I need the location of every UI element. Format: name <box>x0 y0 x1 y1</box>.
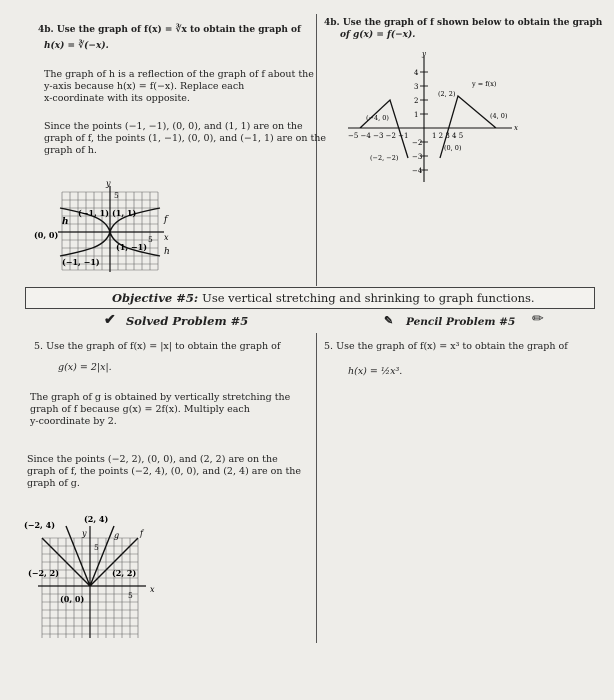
right-5-heading: 5. Use the graph of f(x) = x³ to obtain the graph of <box>324 341 568 352</box>
solved-problem-heading: Solved Problem #5 <box>126 314 249 328</box>
pencil-problem-heading: Pencil Problem #5 <box>406 316 516 328</box>
svg-text:2: 2 <box>414 97 419 105</box>
svg-text:y: y <box>422 50 426 58</box>
svg-text:5: 5 <box>148 235 153 244</box>
left-5-p2-line3: graph of g. <box>27 478 80 489</box>
svg-text:y: y <box>82 529 87 538</box>
svg-text:3: 3 <box>414 83 419 91</box>
column-divider-top <box>316 14 317 286</box>
svg-text:(−4, 0): (−4, 0) <box>366 114 389 122</box>
svg-text:1: 1 <box>414 111 419 119</box>
right-5-heading-2: h(x) = ½x³. <box>348 366 403 377</box>
svg-text:(1, 1): (1, 1) <box>112 208 137 218</box>
right-4b-heading-2: of g(x) = f(−x). <box>340 30 416 40</box>
right-4b-heading: 4b. Use the graph of f shown below to obtain the graph <box>324 18 603 28</box>
left-5-heading-2: g(x) = 2|x|. <box>58 362 112 373</box>
left-4b-p2-line3: graph of h. <box>44 145 97 156</box>
svg-text:5: 5 <box>94 543 99 552</box>
svg-text:(4, 0): (4, 0) <box>490 112 508 120</box>
svg-text:−5 −4 −3 −2 −1: −5 −4 −3 −2 −1 <box>348 132 409 140</box>
left-4b-p2-line1: Since the points (−1, −1), (0, 0), and (1, 1) are on the <box>44 121 303 132</box>
left-4b-heading-2: h(x) = ∛(−x). <box>44 41 109 51</box>
graph-cube-root-reflection <box>30 178 180 278</box>
svg-text:f: f <box>164 215 168 225</box>
svg-text:(2, 2): (2, 2) <box>438 90 456 98</box>
svg-text:−3: −3 <box>412 153 423 161</box>
left-4b-p1-line3: x-coordinate with its opposite. <box>44 93 190 104</box>
pencil-icon: ✏ <box>532 311 544 327</box>
svg-text:g: g <box>114 531 120 540</box>
left-4b-p1-line2: y-axis because h(x) = f(−x). Replace each <box>44 81 245 92</box>
svg-text:(−2, 2): (−2, 2) <box>28 568 59 578</box>
svg-text:(0, 0): (0, 0) <box>60 594 85 604</box>
svg-text:5: 5 <box>128 591 133 600</box>
column-divider-bottom <box>316 333 317 643</box>
svg-text:(1, −1): (1, −1) <box>116 242 147 252</box>
svg-text:h: h <box>164 247 170 257</box>
graph-f-reflect <box>340 50 520 190</box>
graph-abs-stretch <box>22 512 172 640</box>
svg-text:(0, 0): (0, 0) <box>444 144 462 152</box>
objective-banner <box>25 287 595 309</box>
svg-text:x: x <box>514 124 518 132</box>
pencil-check-icon: ✎ <box>384 314 394 327</box>
svg-text:−2: −2 <box>412 139 423 147</box>
svg-text:1 2 3 4 5: 1 2 3 4 5 <box>432 132 464 140</box>
svg-text:(−1, −1): (−1, −1) <box>62 257 100 267</box>
svg-text:(0, 0): (0, 0) <box>34 230 59 240</box>
left-4b-p2-line2: graph of f, the points (1, −1), (0, 0), and (−1, 1) are on the <box>44 133 327 144</box>
left-5-p1-line1: The graph of g is obtained by vertically stretching the <box>30 392 291 403</box>
svg-text:y: y <box>106 179 111 188</box>
left-4b-heading: 4b. Use the graph of f(x) = ∛x to obtain the graph of <box>38 25 301 35</box>
left-5-p2-line2: graph of f, the points (−2, 4), (0, 0), and (2, 4) are on the <box>27 466 302 477</box>
svg-text:4: 4 <box>414 69 419 77</box>
svg-text:−4: −4 <box>412 167 423 175</box>
left-4b-p1-line1: The graph of h is a reflection of the graph of f about the <box>44 69 314 80</box>
left-5-p2-line1: Since the points (−2, 2), (0, 0), and (2, 2) are on the <box>27 454 278 465</box>
svg-text:f: f <box>140 529 143 538</box>
svg-text:(−2, −2): (−2, −2) <box>370 154 399 162</box>
svg-text:(2, 4): (2, 4) <box>84 514 109 524</box>
solved-check-icon: ✔ <box>104 312 116 328</box>
g-graph-line <box>360 100 408 158</box>
svg-text:h: h <box>62 217 69 227</box>
objective-label: Objective #5: <box>112 291 199 305</box>
objective-title <box>112 291 535 305</box>
svg-text:y = f(x): y = f(x) <box>472 80 497 88</box>
left-5-heading: 5. Use the graph of f(x) = |x| to obtain the graph of <box>34 341 281 352</box>
objective-text: Use vertical stretching and shrinking to graph functions. <box>202 291 535 305</box>
svg-text:x: x <box>164 233 169 242</box>
svg-text:(2, 2): (2, 2) <box>112 568 137 578</box>
left-5-p1-line3: y-coordinate by 2. <box>30 416 117 427</box>
svg-text:(−1, 1): (−1, 1) <box>78 208 109 218</box>
svg-text:5: 5 <box>114 191 119 200</box>
svg-text:x: x <box>150 585 155 594</box>
svg-text:(−2, 4): (−2, 4) <box>24 520 55 530</box>
left-5-p1-line2: graph of f because g(x) = 2f(x). Multiply each <box>30 404 250 415</box>
